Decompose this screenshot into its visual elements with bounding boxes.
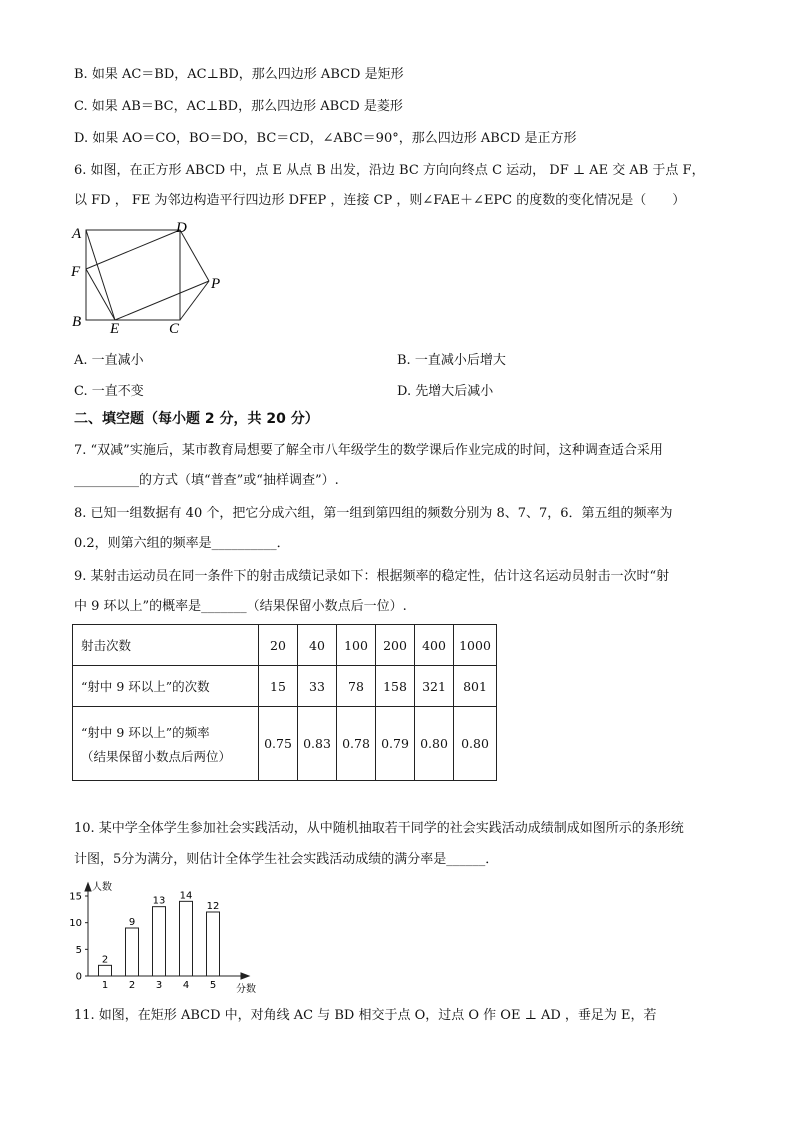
q6-option-b: B. 一直减小后增大 [397, 353, 506, 368]
table-row-hits [73, 666, 497, 707]
y-tick-label: 15 [69, 891, 82, 903]
q5-option-d: D. 如果 AO＝CO，BO＝DO，BC＝CD，∠ABC＝90°，那么四边形 ABCD 是正方形 [74, 131, 577, 146]
freq-label-line2: （结果保留小数点后两位） [81, 748, 232, 764]
section2-title: 二、填空题（每小题 2 分，共 20 分） [74, 411, 319, 427]
q7-line2: __________的方式（填“普查”或“抽样调查”）. [74, 473, 339, 488]
q9-line2: 中 9 环以上”的概率是_______（结果保留小数点后一位）. [74, 599, 407, 614]
q11-line1: 11. 如图，在矩形 ABCD 中，对角线 AC 与 BD 相交于点 O，过点 O 作 OE ⊥ AD ，垂足为 E，若 [74, 1008, 657, 1023]
x-axis-arrow [241, 973, 249, 979]
x-tick-label: 1 [101, 980, 109, 991]
segment-fe [86, 269, 115, 320]
y-axis-label: 人数 [92, 882, 112, 893]
x-axis-label: 分数 [236, 984, 256, 995]
q8-line1: 8. 已知一组数据有 40 个，把它分成六组，第一组到第四组的频数分别为 8、7、7，6．第五组的频率为 [74, 506, 673, 521]
segment-ae [86, 230, 115, 320]
bar [99, 965, 112, 976]
table-cell: 158 [376, 666, 415, 707]
table-cell: 0.80 [454, 707, 497, 781]
table-cell: 0.75 [259, 707, 298, 781]
label-p: P [211, 276, 221, 292]
table-cell: 78 [337, 666, 376, 707]
table-cell: 0.83 [298, 707, 337, 781]
table-header-hits: “射中 9 环以上”的次数 [73, 666, 259, 707]
table-cell: 20 [259, 625, 298, 666]
q10-line2: 计图，5分为满分，则估计全体学生社会实践活动成绩的满分率是______． [74, 852, 499, 867]
x-tick-label: 2 [128, 980, 136, 991]
bar-value-label: 13 [152, 895, 166, 907]
y-tick-label: 10 [69, 918, 82, 930]
q7-line1: 7. “双减”实施后，某市教育局想要了解全市八年级学生的数学课后作业完成的时间，这种调查适合采用 [74, 443, 663, 458]
bar-value-label: 12 [206, 901, 220, 912]
q10-bar-chart [62, 878, 262, 996]
segment-fd [86, 230, 180, 269]
q10-line1: 10. 某中学全体学生参加社会实践活动，从中随机抽取若干同学的社会实践活动成绩制成如图所示的条形统 [74, 821, 684, 836]
segment-dp [180, 230, 209, 281]
q8-line2: 0.2，则第六组的频率是__________． [74, 536, 290, 551]
q6-figure [66, 220, 236, 340]
q5-option-b: B. 如果 AC＝BD，AC⊥BD，那么四边形 ABCD 是矩形 [74, 67, 404, 82]
table-cell: 0.80 [415, 707, 454, 781]
x-tick-label: 3 [155, 980, 163, 991]
table-cell: 0.79 [376, 707, 415, 781]
table-cell: 1000 [454, 625, 497, 666]
q6-option-d: D. 先增大后减小 [397, 384, 494, 399]
freq-label-line1: “射中 9 环以上”的频率 [81, 724, 210, 740]
label-a: A [72, 226, 82, 242]
q6-stem-line1: 6. 如图，在正方形 ABCD 中，点 E 从点 B 出发，沿边 BC 方向向终点 C 运动， DF ⊥ AE 交 AB 于点 F， [74, 163, 705, 178]
bar-value-label: 9 [128, 917, 136, 928]
table-header-shots: 射击次数 [73, 625, 259, 666]
label-b: B [72, 314, 82, 330]
q9-frequency-table [72, 624, 497, 781]
label-e: E [110, 321, 120, 337]
q5-option-c: C. 如果 AB＝BC，AC⊥BD，那么四边形 ABCD 是菱形 [74, 99, 403, 114]
y-tick-label: 0 [75, 971, 82, 983]
table-cell: 801 [454, 666, 497, 707]
table-row-frequency [73, 707, 497, 781]
bar [207, 912, 220, 976]
table-cell: 400 [415, 625, 454, 666]
table-cell: 15 [259, 666, 298, 707]
table-cell: 40 [298, 625, 337, 666]
table-row-shots [73, 625, 497, 666]
label-c: C [169, 321, 180, 337]
label-f: F [71, 264, 81, 280]
q9-line1: 9. 某射击运动员在同一条件下的射击成绩记录如下：根据频率的稳定性，估计这名运动员射击一次时“射 [74, 569, 670, 584]
table-cell: 33 [298, 666, 337, 707]
x-tick-label: 5 [209, 980, 217, 991]
y-tick-label: 5 [75, 944, 82, 956]
x-tick-label: 4 [182, 980, 190, 991]
table-header-frequency [73, 707, 259, 781]
y-axis-arrow [85, 883, 91, 891]
q6-stem-line2: 以 FD ， FE 为邻边构造平行四边形 DFEP ，连接 CP ，则∠FAE＋∠EPC 的度数的变化情况是（ ） [74, 193, 686, 208]
bar [153, 907, 166, 976]
table-cell: 100 [337, 625, 376, 666]
table-cell: 200 [376, 625, 415, 666]
q6-option-c: C. 一直不变 [74, 384, 144, 399]
bar-value-label: 2 [101, 954, 109, 966]
q6-option-a: A. 一直减小 [74, 353, 144, 368]
label-d: D [176, 220, 187, 236]
bar [126, 928, 139, 976]
table-cell: 0.78 [337, 707, 376, 781]
table-cell: 321 [415, 666, 454, 707]
bar [180, 901, 193, 976]
bar-value-label: 14 [179, 890, 193, 902]
